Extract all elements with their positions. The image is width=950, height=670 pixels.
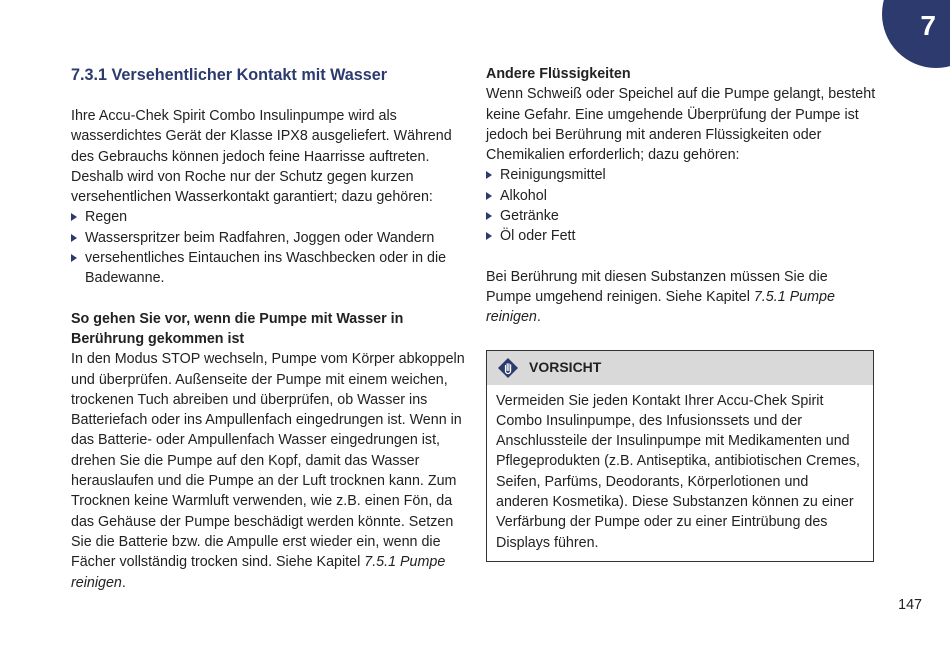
chapter-reference: 7.5.1 Pumpe reinigen [71, 554, 446, 591]
water-procedure-heading: So gehen Sie vor, wenn die Pumpe mit Wasser in Berührung gekommen ist [71, 310, 404, 347]
caution-text: Vermeiden Sie jeden Kontakt Ihrer Accu-Chek Spirit Combo Insulinpumpe, des Infusionssets und der Anschlussteile der Insulinpumpe mit Medikamenten und Pflegeprodukten (z.B. Antiseptika, antibiotischen Cremes, Seifen, Parfüms, Deodorants, Körperlotionen und anderen Kosmetika). Diese Substanzen können zu einer Verfärbung der Pumpe oder zu einer Eintrübung des Displays führen. [496, 392, 860, 551]
triangle-right-icon [486, 212, 492, 220]
liquids-bullet-list [486, 165, 876, 246]
right-column [486, 64, 876, 562]
caution-box [486, 350, 874, 562]
list-item: Getränke [486, 206, 876, 226]
water-procedure-text: In den Modus STOP wechseln, Pumpe vom Körper abkoppeln und überprüfen. Außenseite der Pumpe mit einem weichen, trockenen Tuch abreiben und überprüfen, ob Wasser ins Batteriefach oder ins Ampullenfach eingedrungen ist. Wenn in das Batterie- oder Ampullenfach Wasser eingedrungen ist, drehen Sie die Pumpe auf den Kopf, damit das Wasser herauslaufen und die Pumpe an der Luft trocknen kann. Zum Trocknen keine Warmluft verwenden, wie z.B. einen Fön, da das Gehäuse der Pumpe beschädigt werden könnte. Setzen Sie die Batterie bzw. die Ampulle erst wieder ein, wenn die Fächer vollständig trocken sind. Siehe Kapitel 7.5.1 Pumpe reinigen. [71, 351, 465, 591]
left-column [71, 64, 466, 593]
caution-label: VORSICHT [529, 359, 602, 376]
caution-header [487, 351, 873, 385]
triangle-right-icon [71, 213, 77, 221]
list-item: Alkohol [486, 186, 876, 206]
list-item: Reinigungsmittel [486, 165, 876, 185]
page-number: 147 [898, 597, 922, 613]
chapter-number: 7 [920, 10, 936, 41]
triangle-right-icon [71, 254, 77, 262]
triangle-right-icon [486, 171, 492, 179]
triangle-right-icon [486, 192, 492, 200]
water-bullet-list [71, 207, 466, 288]
list-item: versehentliches Eintauchen ins Waschbecken oder in die Badewanne. [71, 248, 466, 289]
other-liquids-heading: Andere Flüssigkeiten [486, 66, 631, 82]
other-liquids-intro: Wenn Schweiß oder Speichel auf die Pumpe gelangt, besteht keine Gefahr. Eine umgehende Überprüfung der Pumpe ist jedoch bei Berührung mit anderen Flüssigkeiten oder Chemikalien erforderlich; dazu gehören: [486, 86, 876, 164]
list-item: Öl oder Fett [486, 226, 876, 246]
list-item: Wasserspritzer beim Radfahren, Joggen oder Wandern [71, 228, 466, 248]
hand-warning-icon [497, 357, 519, 379]
list-item: Regen [71, 207, 466, 227]
chapter-reference: 7.5.1 Pumpe reinigen [486, 288, 835, 326]
chapter-tab [882, 0, 950, 68]
left-intro: Ihre Accu-Chek Spirit Combo Insulinpumpe wird als wasserdichtes Gerät der Klasse IPX8 ausgeliefert. Während des Gebrauchs können jedoch feine Haarrisse auftreten. Deshalb wird von Roche nur der Schutz gegen kurzen versehentlichen Wasserkontakt garantiert; dazu gehören: [71, 108, 452, 206]
triangle-right-icon [71, 234, 77, 242]
section-title: 7.3.1 Versehentlicher Kontakt mit Wasser [71, 66, 388, 84]
triangle-right-icon [486, 232, 492, 240]
other-liquids-text: Bei Berührung mit diesen Substanzen müssen Sie die Pumpe umgehend reinigen. Siehe Kapitel 7.5.1 Pumpe reinigen. [486, 268, 835, 326]
